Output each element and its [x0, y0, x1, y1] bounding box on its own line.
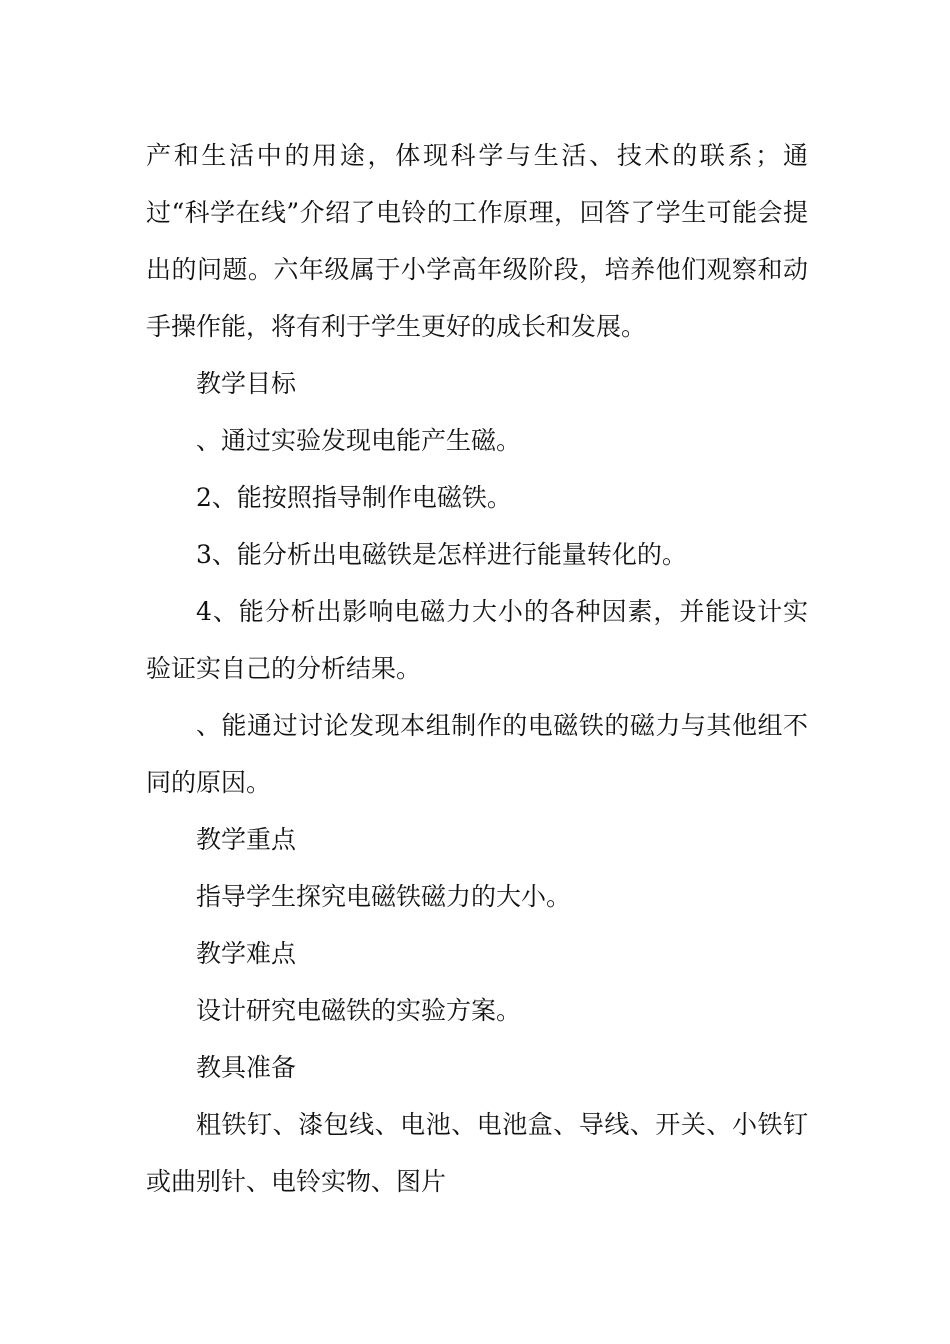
document-body: [146, 127, 808, 1210]
goal-item-1: 、通过实验发现电能产生磁。: [196, 426, 522, 455]
goal-item-2: 2、能按照指导制作电磁铁。: [196, 483, 512, 512]
paragraph-intro-continued: 产和生活中的用途，体现科学与生活、技术的联系；通过“科学在线”介绍了电铃的工作原理，回答了学生可能会提出的问题。六年级属于小学高年级阶段，培养他们观察和动手操作能，将有利于学生更好的成长和发展。: [146, 141, 808, 341]
heading-teaching-aids: 教具准备: [196, 1053, 297, 1082]
goal-item-3: 3、能分析出电磁铁是怎样进行能量转化的。: [196, 540, 687, 569]
teaching-difficulty-text: 设计研究电磁铁的实验方案。: [196, 996, 522, 1025]
heading-teaching-goals: 教学目标: [196, 369, 297, 398]
heading-teaching-focus: 教学重点: [196, 825, 297, 854]
teaching-focus-text: 指导学生探究电磁铁磁力的大小。: [196, 882, 572, 911]
goal-item-5: 、能通过讨论发现本组制作的电磁铁的磁力与其他组不同的原因。: [146, 711, 808, 797]
heading-teaching-difficulty: 教学难点: [196, 939, 297, 968]
teaching-aids-text: 粗铁钉、漆包线、电池、电池盒、导线、开关、小铁钉或曲别针、电铃实物、图片: [146, 1110, 808, 1196]
goal-item-4: 4、能分析出影响电磁力大小的各种因素，并能设计实验证实自己的分析结果。: [146, 597, 808, 683]
